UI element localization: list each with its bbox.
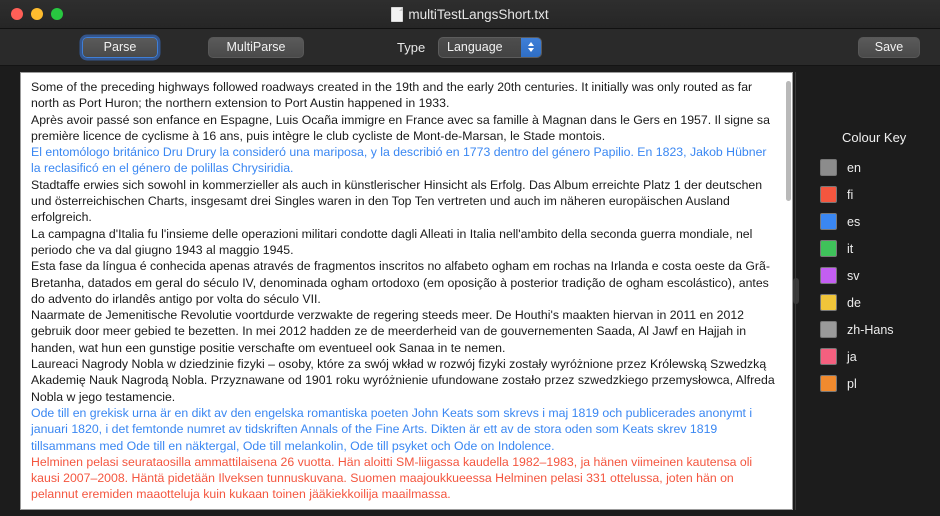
document-paragraph: Some of the preceding highways followed roadways created in the 19th and the early 20th centuries. It initially was only routed as far north as Port Huron; the northern extension to Port Austin happened in 1933. (31, 80, 753, 111)
document-icon (391, 7, 403, 22)
colour-key-label: fi (847, 187, 854, 202)
colour-key-label: en (847, 160, 861, 175)
document-text[interactable] (21, 73, 792, 509)
colour-key-item (820, 181, 940, 208)
window-title (0, 0, 940, 28)
document-paragraph: Esta fase da língua é conhecida apenas através de fragmentos inscritos no alfabeto ogham em rochas na Irlanda e costa oeste da Grã-Bretanha, datados em geral do século IV, denominada ogham ortodoxo (em oposição à posterior tradição de ogham escolástico), antes do advento do irlandês antigo por volta do século VII. (31, 259, 770, 306)
colour-key-label: es (847, 214, 861, 229)
colour-key-title: Colour Key (842, 130, 907, 145)
colour-swatch (820, 375, 837, 392)
document-paragraph: Laureaci Nagrody Nobla w dziedzinie fizyki – osoby, które za swój wkład w rozwój fizyki zostały wyróżnione przez Królewską Szwedzką Akademię Nauk Nagrodą Nobla. Przyznawane od 1901 roku wyróżnienie ufundowane zostało przez szwedzkiego przemysłowca, Alfreda Nobla w jego testamencie. (31, 357, 775, 404)
document-paragraph: Après avoir passé son enfance en Espagne, Luis Ocaña immigre en France avec sa famille à Magnan dans le Gers en 1957. Il signe sa première licence de cyclisme à 16 ans, puis intègre le club cycliste de Mont-de-Marsan, le Stade montois. (31, 112, 770, 143)
minimize-window-button[interactable] (31, 8, 43, 20)
document-paragraph: Naarmate de Jemenitische Revolutie voortdurde verzwakte de regering steeds meer. De Houthi's maakten hiervan in 2011 en 2012 gebruik door meer gebied te bezetten. In mei 2012 hadden ze de meerderheid van de gouvernementen Saada, Al Jawf en Hajjah in handen, wat hun een gunstige positie verschafte om eventueel ook Sanaa in te nemen. (31, 308, 747, 355)
split-divider-handle[interactable] (793, 278, 799, 304)
document-paragraph: La campagna d'Italia fu l'insieme delle operazioni militari condotte dagli Alleati in Italia nell'ambito della seconda guerra mondiale, nel periodo che va dal giugno 1943 al maggio 1945. (31, 226, 753, 257)
toolbar (0, 29, 940, 66)
window-title-text: multiTestLangsShort.txt (408, 6, 549, 22)
scrollbar-thumb[interactable] (786, 81, 791, 201)
colour-key-item (820, 289, 940, 316)
multiparse-button[interactable]: MultiParse (208, 37, 304, 58)
colour-key-label: pl (847, 376, 857, 391)
colour-key-label: ja (847, 349, 857, 364)
text-scrollbar[interactable] (784, 79, 793, 503)
parse-button[interactable]: Parse (82, 37, 158, 58)
colour-swatch (820, 267, 837, 284)
window-controls (0, 8, 63, 20)
document-paragraph: Stadtaffe erwies sich sowohl in kommerzieller als auch in künstlerischer Hinsicht als Erfolg. Das Album erreichte Platz 1 der deutschen und österreichischen Charts, insgesamt drei Singles waren in den Top Ten vertreten und auch im näheren europäischen Ausland erfolgreich. (31, 177, 763, 225)
colour-key-label: de (847, 295, 861, 310)
colour-key-item (820, 154, 940, 181)
colour-swatch (820, 321, 837, 338)
colour-key-item (820, 262, 940, 289)
colour-key-item (820, 316, 940, 343)
language-type-value: Language (447, 40, 503, 54)
colour-key-label: zh-Hans (847, 322, 894, 337)
document-paragraph: El entomólogo británico Dru Drury la consideró una mariposa, y la describió en 1773 dentro del género Papilio. En 1823, Jakob Hübner la reclasificó en el género de polillas Chrysiridia. (31, 145, 767, 176)
colour-swatch (820, 159, 837, 176)
maximize-window-button[interactable] (51, 8, 63, 20)
colour-key-panel (806, 72, 940, 510)
colour-key-item (820, 370, 940, 397)
save-button[interactable]: Save (858, 37, 920, 58)
close-window-button[interactable] (11, 8, 23, 20)
colour-swatch (820, 348, 837, 365)
colour-key-item (820, 235, 940, 262)
colour-key-list (820, 154, 940, 397)
colour-swatch (820, 186, 837, 203)
main-area (0, 66, 940, 516)
colour-key-label: sv (847, 268, 860, 283)
colour-swatch (820, 294, 837, 311)
colour-key-item (820, 208, 940, 235)
colour-swatch (820, 213, 837, 230)
colour-key-item (820, 343, 940, 370)
type-label: Type (397, 39, 426, 55)
colour-key-label: it (847, 241, 854, 256)
pane-divider (795, 72, 796, 510)
colour-swatch (820, 240, 837, 257)
title-bar (0, 0, 940, 29)
chevron-up-down-icon (521, 38, 541, 57)
document-paragraph: Ode till en grekisk urna är en dikt av den engelska romantiska poeten John Keats som skrevs i maj 1819 och publicerades anonymt i januari 1820, i det femtonde numret av tidskriften Annals of the Fine Arts. Dikten är ett av de stora oden som Keats skrev 1819 tillsammans med Ode till en näktergal, Ode till melankolin, Ode till psyket och Ode on Indolence. (31, 405, 753, 453)
document-paragraph: Helminen pelasi seurataosilla ammattilaisena 26 vuotta. Hän aloitti SM-liigassa kaudella 1982–1983, ja hänen viimeinen kautensa oli kausi 2007–2008. Häntä pidetään Ilveksen tunnuskuvana. Suomen maajoukkueessa Helminen pelasi 331 ottelussa, joten hän on pelannut eremiden maaotteluja kuin kukaan toinen jääkiekkoilija maailmassa. (31, 454, 753, 502)
text-view[interactable] (20, 72, 793, 510)
language-type-select[interactable] (438, 37, 542, 58)
